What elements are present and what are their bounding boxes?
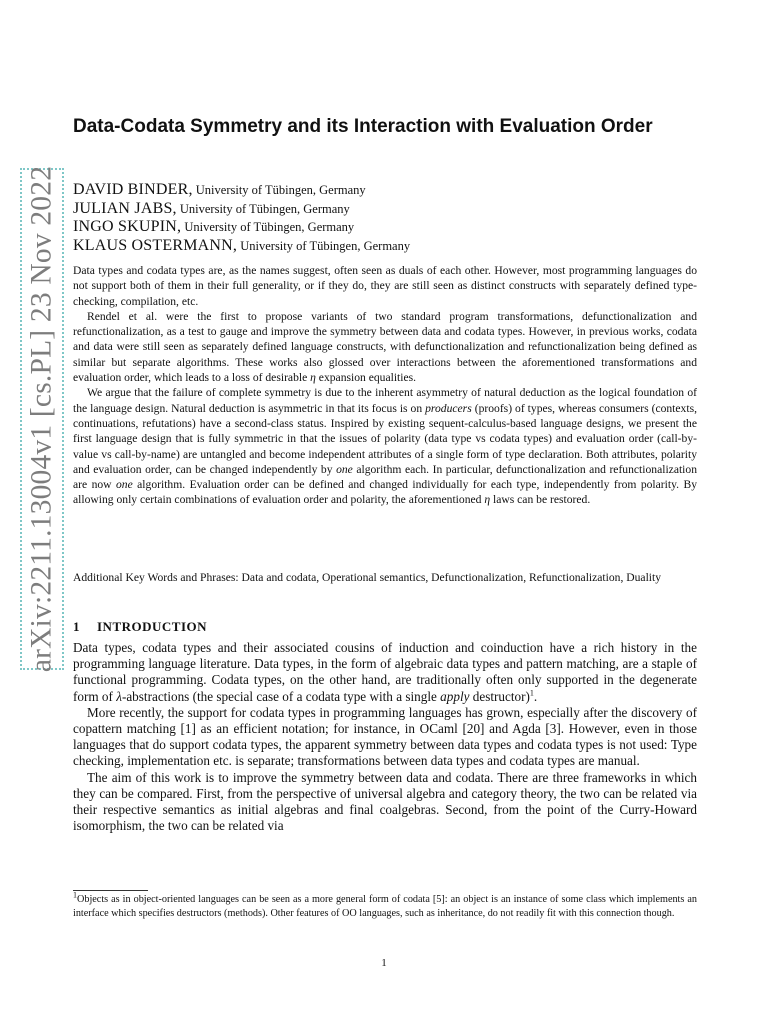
page-number: 1 — [381, 957, 387, 969]
footnote-number: 1 — [73, 890, 77, 900]
footnote-text: Objects as in object-oriented languages can be seen as a more general form of codata [5]: an object is an instance of some class which implements an interface which specifies destructors (methods). Other features of OO languages, such as inheritance, do not readily fit with this connection though. — [73, 894, 697, 919]
footnote — [73, 890, 697, 921]
text-run: Rendel et al. were the first to propose variants of two standard program transformations, defunctionalization and refunctionalization, as a test to gauge and improve the symmetry between data and codata types. However, in previous works, codata and data were still seen as separately defined language constructs, with defunctionalization and refunctionalization being defined as similar but separate algorithms. These works also glossed over interactions between the aforementioned transformations and evaluation order, which leads to a loss of desirable — [73, 309, 697, 385]
author-affiliation: University of Tübingen, Germany — [237, 238, 411, 253]
author-affiliation: University of Tübingen, Germany — [192, 183, 366, 197]
author-name: INGO SKUPIN, — [73, 218, 182, 235]
author-affiliation: University of Tübingen, Germany — [176, 201, 350, 216]
author — [73, 181, 713, 200]
text-run: Data types, codata types and their associated cousins of induction and coinduction have a rich history in the programming language literature. Data types, in the form of algebraic data types and pattern matching, are a staple of functional programming. Codata types, on the other hand, are traditionally often only supported in the degenerate form of — [73, 640, 697, 704]
keywords: Additional Key Words and Phrases: Data and codata, Operational semantics, Defunctionalization, Refunctionalization, Duality — [73, 571, 662, 584]
emphasis: one — [115, 478, 133, 492]
text-run: -abstractions (the special case of a codata type with a single — [121, 688, 441, 704]
abstract — [73, 263, 697, 508]
author-name: JULIAN JABS, — [73, 199, 177, 217]
text-run: destructor) — [469, 688, 530, 704]
section-number: 1 — [73, 619, 80, 634]
body-paragraph: The aim of this work is to improve the symmetry between data and codata. There are three frameworks in which they can be compared. First, from the perspective of universal algebra and category theory, the two can be related via their respective semantics as initial algebras and final coalgebras. Second, from the point of the Curry-Howard isomorphism, the two can be related via — [73, 769, 697, 834]
author-name: DAVID BINDER, — [73, 181, 193, 198]
emphasis: one — [336, 462, 353, 476]
text-run: algorithm. Evaluation order can be defined and changed individually for each type, independently from polarity. By allowing only certain combinations of evaluation order and polarity, the aforementioned — [73, 478, 698, 507]
eta-symbol: η — [310, 371, 316, 385]
introduction-body — [73, 640, 697, 834]
section-title: INTRODUCTION — [97, 619, 208, 634]
body-paragraph: More recently, the support for codata types in programming languages has grown, especially after the discovery of copattern matching [1] as an efficient notation; for instance, in OCaml [20] and Agda [3]. However, even in those languages that do support codata types, the apparent symmetry between data types and codata types is not used: Type checking, implementation etc. is separate; transformations between data types and codata types are manual. — [73, 704, 697, 769]
text-run: (proofs) of types, whereas consumers (contexts, continuations, refutations) have a second-class status. Inspired by existing sequent-calculus-based language designs, we present the first language design that is fully symmetric in that the issues of polarity (data type vs codata types) and evaluation order (call-by-value vs call-by-name) are untangled and become independent attributes of a single form of type declaration. Both attributes, polarity and evaluation order, can be changed independently by — [73, 401, 697, 476]
author-affiliation: University of Tübingen, Germany — [181, 220, 355, 234]
text-run: laws can be restored. — [490, 493, 591, 507]
author — [73, 237, 713, 256]
abstract-paragraph — [73, 309, 697, 385]
text-run: . — [533, 688, 538, 704]
section-heading — [73, 619, 207, 635]
abstract-paragraph — [73, 385, 697, 507]
emphasis: apply — [440, 688, 470, 704]
footnote-rule — [73, 890, 148, 891]
footnote-marker[interactable]: 1 — [529, 688, 534, 698]
text-run: algorithm each. In particular, defunctionalization and refunctionalization are now — [73, 462, 697, 492]
author-name: KLAUS OSTERMANN, — [73, 236, 238, 254]
author-list — [73, 181, 713, 255]
arxiv-identifier: arXiv:2211.13004v1 [cs.PL] 23 Nov 2022 — [25, 165, 58, 673]
abstract-paragraph: Data types and codata types are, as the names suggest, often seen as duals of each other. However, most programming languages do not support both of them in their full generality, or if they do, they are still seen as distinct constructs with separately defined type-checking, compilation, etc. — [73, 264, 697, 308]
body-paragraph — [73, 640, 697, 705]
eta-symbol: η — [484, 493, 491, 507]
emphasis: producers — [425, 401, 472, 415]
lambda-symbol: λ — [116, 688, 122, 704]
text-run: expansion equalities. — [315, 371, 417, 385]
author — [73, 200, 713, 219]
text-run: We argue that the failure of complete symmetry is due to the inherent asymmetry of natural deduction as the logical foundation of the language design. Natural deduction is asymmetric in that its focus is on — [73, 386, 697, 415]
author — [73, 218, 713, 237]
paper-title: Data-Codata Symmetry and its Interaction with Evaluation Order — [73, 116, 653, 137]
